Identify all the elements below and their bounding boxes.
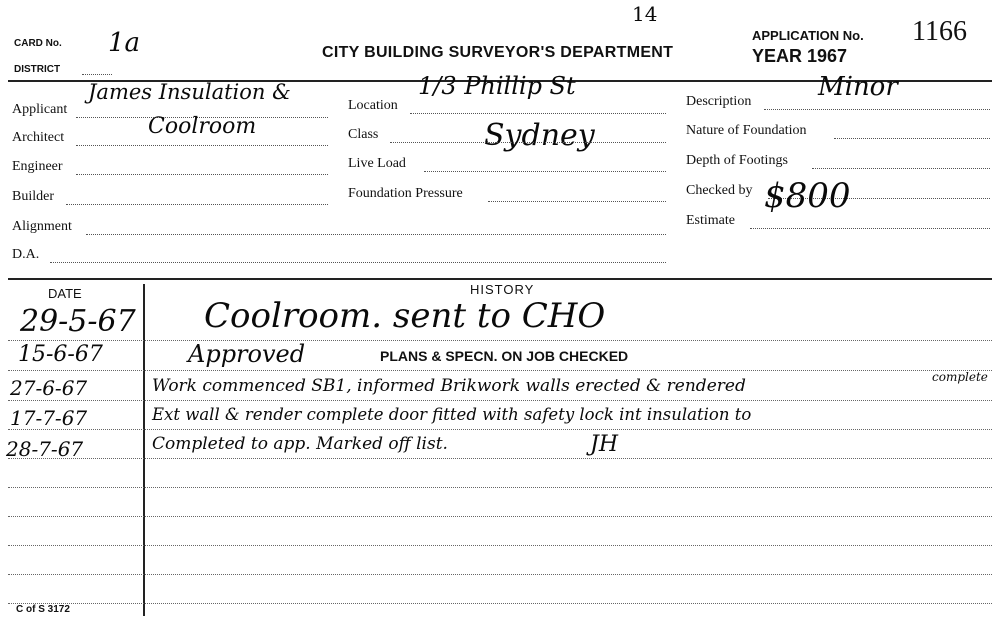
class-label: Class bbox=[348, 127, 379, 142]
history-initials: JH bbox=[590, 432, 619, 457]
applicant-value: James Insulation & bbox=[88, 80, 291, 104]
nature-of-foundation-label: Nature of Foundation bbox=[686, 123, 807, 138]
application-label: APPLICATION No. bbox=[752, 28, 864, 43]
architect-value: Coolroom bbox=[148, 114, 257, 139]
location-value: 1/3 Phillip St bbox=[418, 72, 576, 100]
card-no-label: CARD No. bbox=[14, 38, 62, 49]
live-load-label: Live Load bbox=[348, 156, 406, 171]
checked-by-label: Checked by bbox=[686, 183, 753, 198]
year-label: YEAR 1967 bbox=[752, 46, 848, 66]
department-title: CITY BUILDING SURVEYOR'S DEPARTMENT bbox=[322, 44, 674, 61]
description-value: Minor bbox=[818, 72, 898, 102]
history-entry-text: Completed to app. Marked off list. bbox=[152, 434, 448, 454]
da-label: D.A. bbox=[12, 247, 40, 262]
history-entry-text: Approved bbox=[188, 340, 306, 368]
history-date: 17-7-67 bbox=[10, 406, 88, 430]
builder-label: Builder bbox=[12, 189, 54, 204]
history-date: 27-6-67 bbox=[10, 376, 88, 400]
estimate-label: Estimate bbox=[686, 213, 735, 228]
date-header: DATE bbox=[48, 286, 82, 301]
history-entry-text: Coolroom. sent to CHO bbox=[204, 296, 606, 336]
top-note: 14 bbox=[632, 2, 658, 26]
history-entry-text: Work commenced SB1, informed Brikwork walls erected & rendered bbox=[152, 376, 746, 396]
alignment-label: Alignment bbox=[12, 219, 72, 234]
date-column-rule bbox=[143, 284, 145, 616]
history-header: HISTORY bbox=[470, 282, 535, 297]
foundation-pressure-label: Foundation Pressure bbox=[348, 186, 463, 201]
history-date: 15-6-67 bbox=[18, 342, 103, 367]
history-entry-extra: complete bbox=[932, 370, 988, 384]
applicant-label: Applicant bbox=[12, 102, 68, 117]
depth-of-footings-label: Depth of Footings bbox=[686, 153, 788, 168]
description-label: Description bbox=[686, 94, 752, 109]
history-date: 29-5-67 bbox=[20, 304, 136, 339]
estimate-value: $800 bbox=[764, 176, 851, 216]
history-top-rule bbox=[8, 278, 992, 280]
form-code: C of S 3172 bbox=[16, 604, 70, 615]
history-entry-text: Ext wall & render complete door fitted with safety lock int insulation to bbox=[152, 405, 752, 424]
application-number: 1166 bbox=[912, 16, 967, 47]
plans-checked-stamp: PLANS & SPECN. ON JOB CHECKED bbox=[380, 348, 629, 364]
card-no-value: 1a bbox=[108, 28, 141, 58]
history-date: 28-7-67 bbox=[6, 437, 84, 461]
district-label: DISTRICT bbox=[14, 64, 61, 75]
location-value-2: Sydney bbox=[484, 118, 595, 153]
location-label: Location bbox=[348, 98, 398, 113]
engineer-label: Engineer bbox=[12, 159, 63, 174]
architect-label: Architect bbox=[12, 130, 65, 145]
